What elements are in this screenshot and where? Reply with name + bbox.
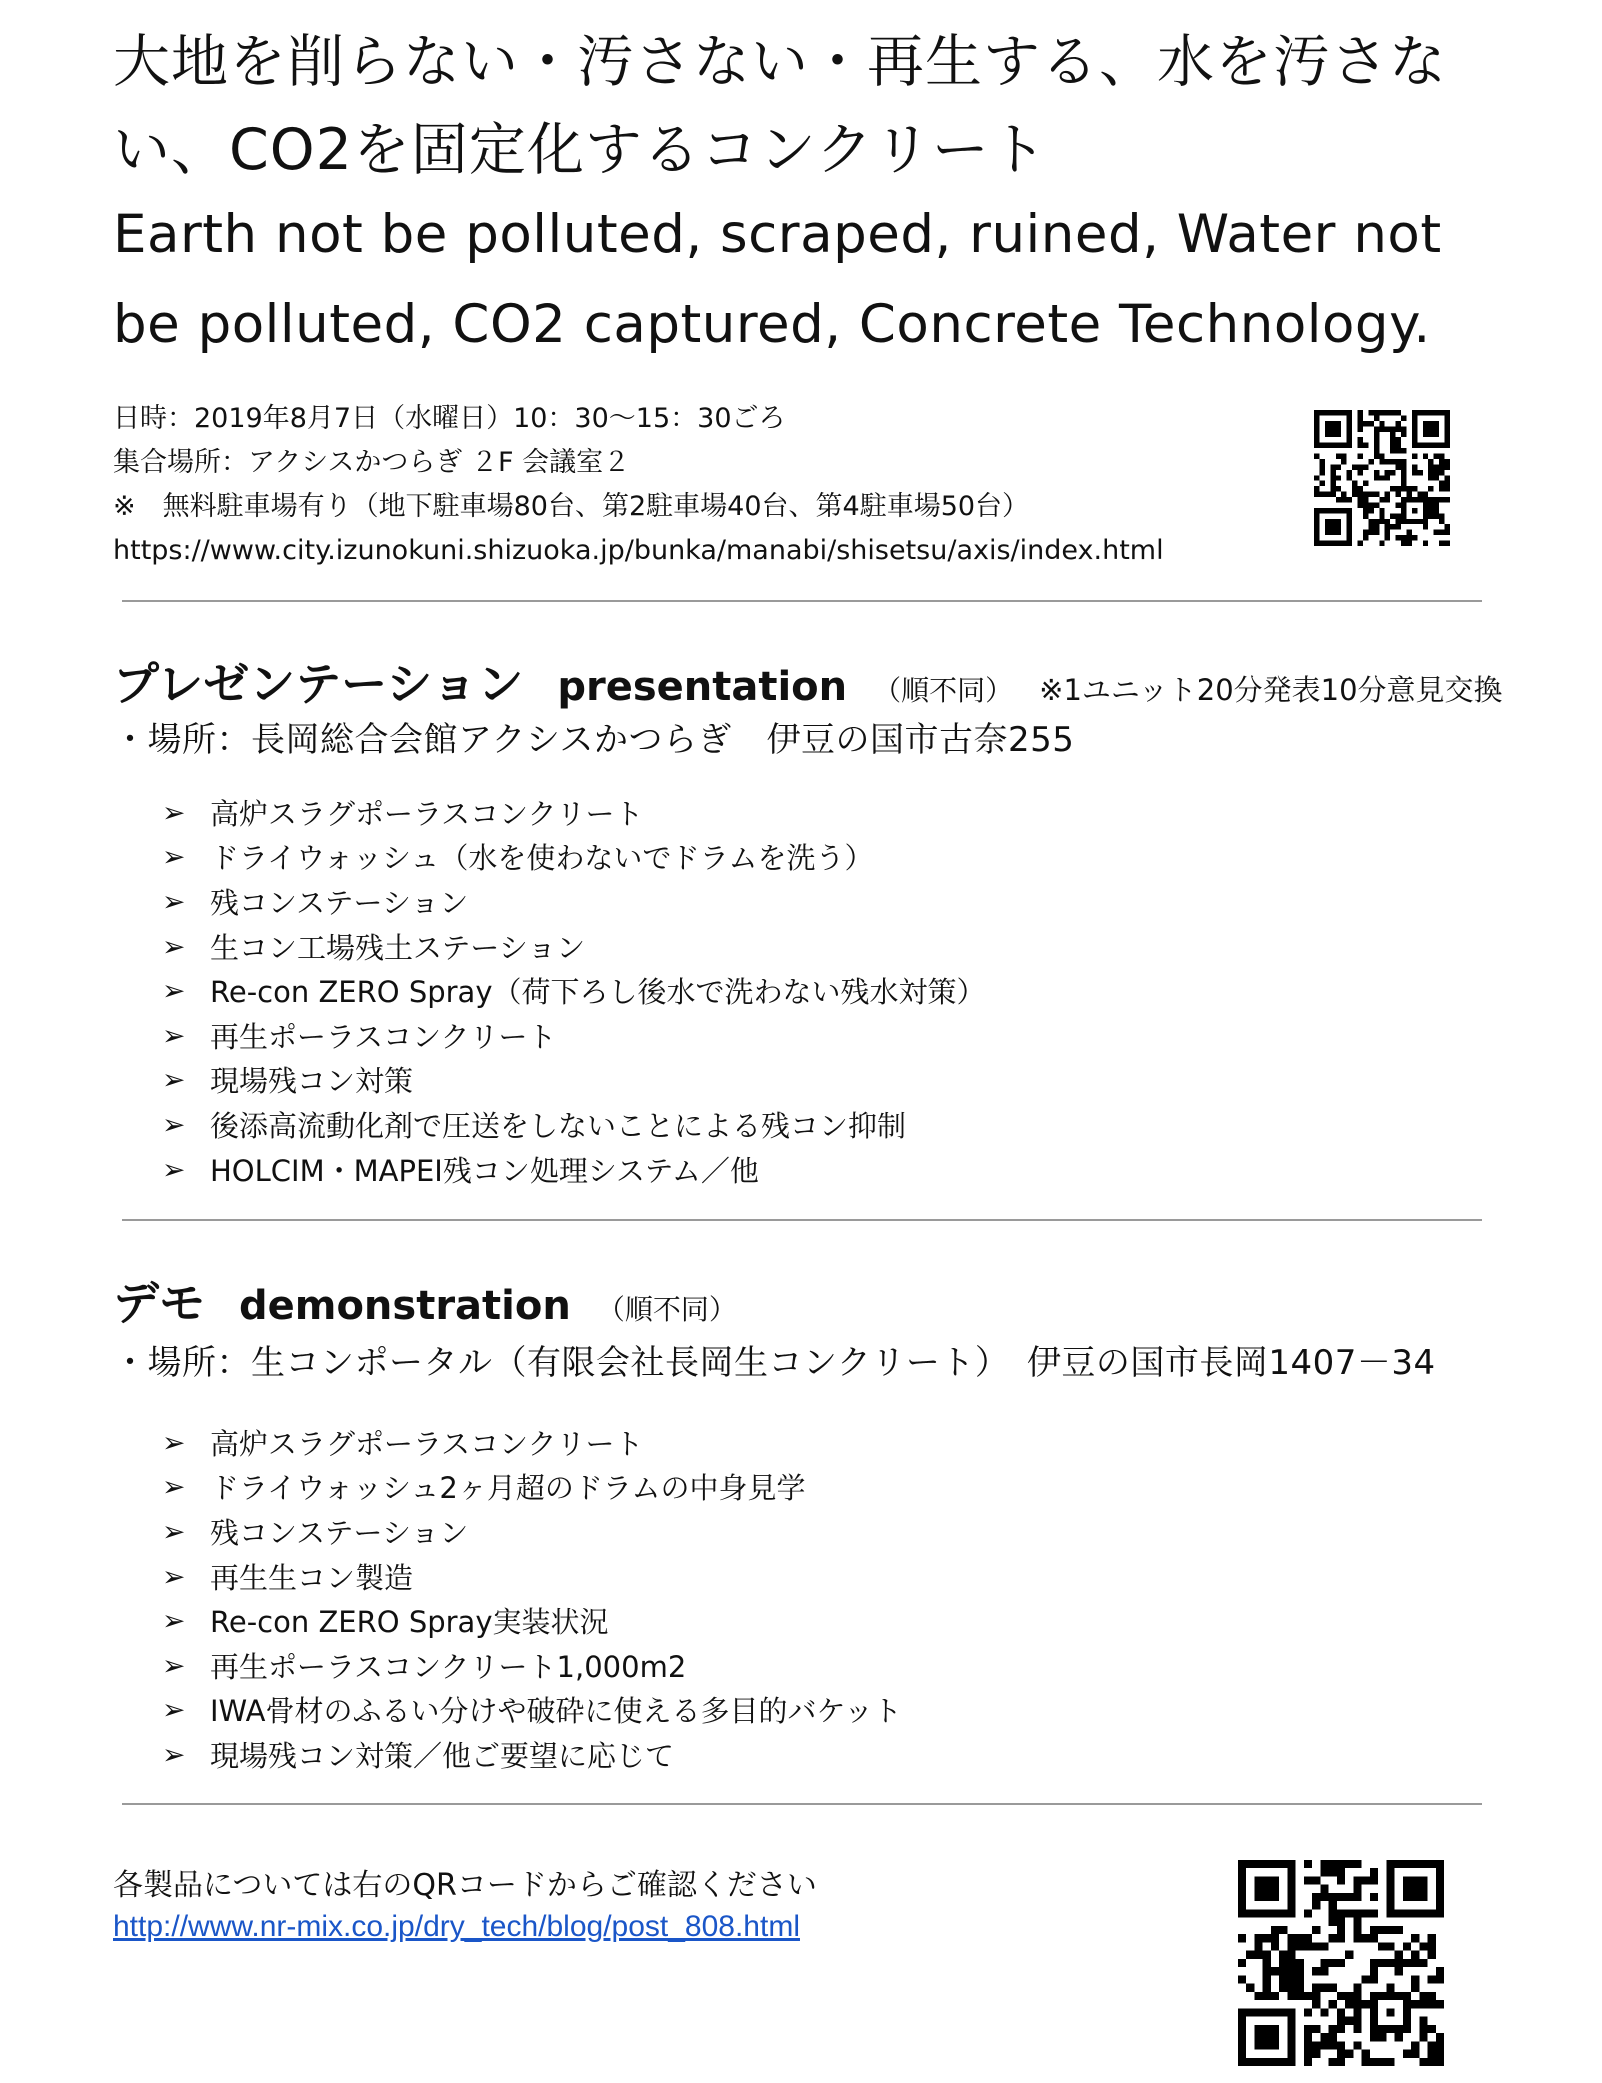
list-item: [162, 835, 1312, 880]
list-item-text: 現場残コン対策: [210, 1064, 414, 1099]
divider: [122, 1803, 1482, 1805]
list-item: [162, 790, 1312, 835]
list-item-text: Re-con ZERO Spray実装状況: [210, 1605, 609, 1640]
divider: [122, 1219, 1482, 1221]
event-info: [113, 397, 1263, 573]
list-item-text: 再生生コン製造: [210, 1560, 414, 1595]
arrow-bullet-icon: ➢: [162, 974, 186, 1008]
arrow-bullet-icon: ➢: [162, 1514, 186, 1548]
arrow-bullet-icon: ➢: [162, 1604, 186, 1638]
arrow-bullet-icon: ➢: [162, 884, 186, 918]
presentation-time-note: ※1ユニット20分発表10分意見交換: [1039, 673, 1503, 707]
list-item: [162, 1058, 1312, 1103]
demo-list: [162, 1420, 1312, 1777]
list-item-text: ドライウォッシュ（水を使わないでドラムを洗う）: [210, 841, 874, 876]
list-item-text: 残コンステーション: [210, 1515, 469, 1550]
meeting-place: 集合場所：アクシスかつらぎ ２F 会議室２: [113, 447, 631, 478]
presentation-heading-en: presentation: [557, 664, 848, 710]
list-item-text: 生コン工場残土ステーション: [210, 930, 586, 965]
arrow-bullet-icon: ➢: [162, 1425, 186, 1459]
divider: [122, 600, 1482, 602]
parking-note: ※ 無料駐車場有り（地下駐車場80台、第2駐車場40台、第4駐車場50台）: [113, 491, 1030, 522]
list-item: [162, 879, 1312, 924]
title-japanese: 大地を削らない・汚さない・再生する、水を汚さない、CO2を固定化するコンクリート: [113, 29, 1447, 183]
arrow-bullet-icon: ➢: [162, 929, 186, 963]
arrow-bullet-icon: ➢: [162, 1152, 186, 1186]
list-item-text: 高炉スラグポーラスコンクリート: [210, 1426, 644, 1461]
arrow-bullet-icon: ➢: [162, 1018, 186, 1052]
list-item: [162, 968, 1312, 1013]
list-item-text: 再生ポーラスコンクリート1,000m2: [210, 1649, 687, 1684]
arrow-bullet-icon: ➢: [162, 1737, 186, 1771]
arrow-bullet-icon: ➢: [162, 1693, 186, 1727]
demo-heading-jp: デモ: [113, 1276, 205, 1330]
list-item-text: 残コンステーション: [210, 885, 469, 920]
list-item-text: Re-con ZERO Spray（荷下ろし後水で洗わない残水対策）: [210, 975, 986, 1010]
product-qr-code-icon: [1238, 1860, 1444, 2066]
arrow-bullet-icon: ➢: [162, 1107, 186, 1141]
demo-location: ・場所：生コンポータル（有限会社長岡生コンクリート） 伊豆の国市長岡1407－34: [113, 1343, 1436, 1383]
list-item: [162, 924, 1312, 969]
presentation-heading-jp: プレゼンテーション: [113, 657, 524, 711]
list-item-text: ドライウォッシュ2ヶ月超のドラムの中身見学: [210, 1471, 806, 1506]
arrow-bullet-icon: ➢: [162, 1559, 186, 1593]
arrow-bullet-icon: ➢: [162, 1063, 186, 1097]
arrow-bullet-icon: ➢: [162, 840, 186, 874]
list-item: [162, 1420, 1312, 1465]
footer-note: 各製品については右のQRコードからご確認ください: [113, 1868, 817, 1903]
demo-heading-en: demonstration: [239, 1283, 571, 1329]
list-item-text: 現場残コン対策／他ご要望に応じて: [210, 1738, 675, 1773]
list-item: [162, 1688, 1312, 1733]
list-item: [162, 1147, 1312, 1192]
list-item-text: 再生ポーラスコンクリート: [210, 1019, 557, 1054]
arrow-bullet-icon: ➢: [162, 795, 186, 829]
presentation-order-note: （順不同）: [873, 674, 1014, 707]
list-item: [162, 1732, 1312, 1777]
presentation-heading: [113, 648, 1533, 714]
demo-heading: [113, 1267, 1533, 1333]
list-item-text: 高炉スラグポーラスコンクリート: [210, 796, 644, 831]
list-item: [162, 1643, 1312, 1688]
list-item: [162, 1554, 1312, 1599]
list-item: [162, 1509, 1312, 1554]
product-blog-link[interactable]: http://www.nr-mix.co.jp/dry_tech/blog/post_808.html: [113, 1910, 800, 1943]
event-datetime: 日時：2019年8月7日（水曜日）10：30〜15：30ごろ: [113, 403, 786, 434]
arrow-bullet-icon: ➢: [162, 1470, 186, 1504]
list-item: [162, 1598, 1312, 1643]
list-item-text: 後添高流動化剤で圧送をしないことによる残コン抑制: [210, 1108, 907, 1143]
venue-qr-code-icon: [1314, 410, 1450, 546]
title-english: Earth not be polluted, scraped, ruined, Water not be polluted, CO2 captured, Concrete Technology.: [113, 204, 1442, 355]
list-item-text: IWA骨材のふるい分けや破砕に使える多目的バケット: [210, 1694, 903, 1729]
arrow-bullet-icon: ➢: [162, 1648, 186, 1682]
list-item: [162, 1465, 1312, 1510]
presentation-list: [162, 790, 1312, 1191]
venue-url[interactable]: https://www.city.izunokuni.shizuoka.jp/bunka/manabi/shisetsu/axis/index.html: [113, 535, 1164, 566]
presentation-location: ・場所：長岡総合会館アクシスかつらぎ 伊豆の国市古奈255: [113, 720, 1075, 760]
list-item: [162, 1102, 1312, 1147]
demo-order-note: （順不同）: [596, 1293, 737, 1326]
list-item: [162, 1013, 1312, 1058]
list-item-text: HOLCIM・MAPEI残コン処理システム／他: [210, 1153, 759, 1188]
